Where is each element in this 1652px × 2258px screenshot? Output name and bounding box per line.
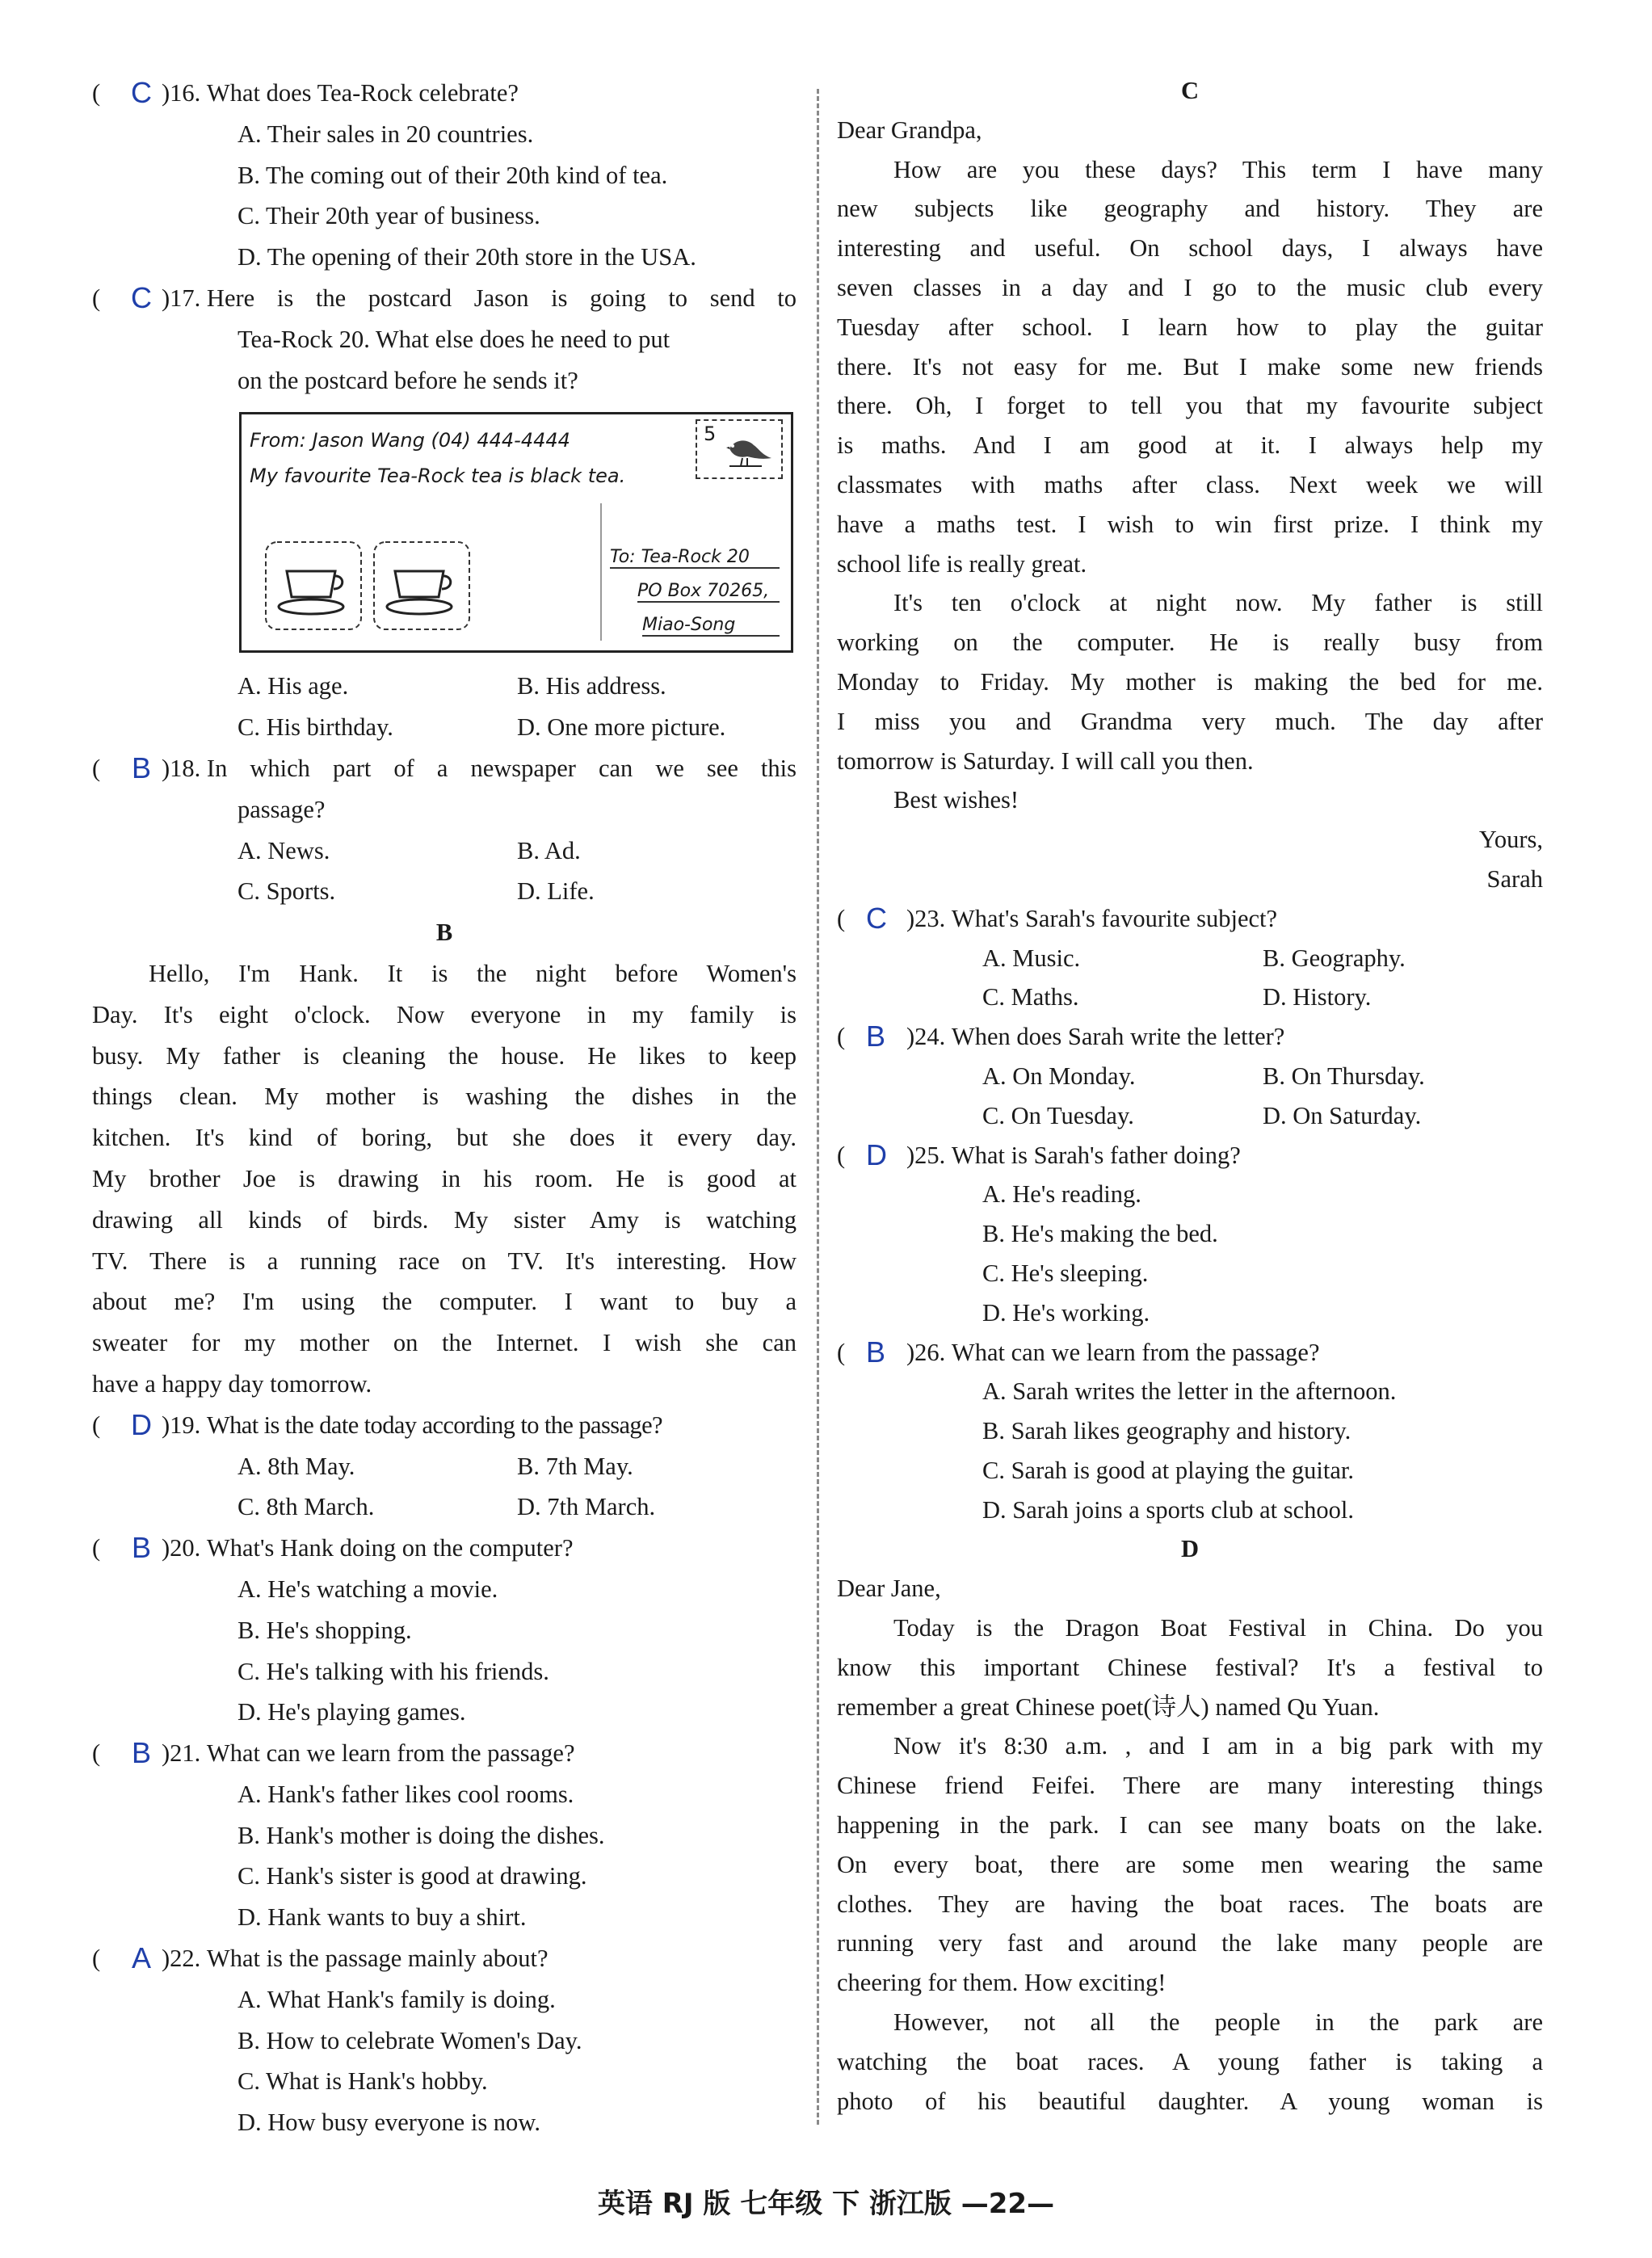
option: D. Sarah joins a sports club at school. (982, 1495, 1354, 1524)
question-text: What can we learn from the passage? (951, 1338, 1320, 1366)
option: B. Geography. (1263, 944, 1406, 972)
option: A. Hank's father likes cool rooms. (238, 1780, 574, 1808)
passage-line: clothes. They are having the boat races. The boats are (837, 1890, 1543, 1918)
passage-line: Hello, I'm Hank. It is the night before Women's (149, 959, 797, 987)
question-17: ( C )17. Here is the postcard Jason is going to send to (92, 278, 797, 319)
option: B. Hank's mother is doing the dishes. (238, 1821, 605, 1849)
option: D. The opening of their 20th store in the USA. (238, 243, 696, 271)
option: B. His address. (517, 672, 666, 700)
passage-line: kitchen. It's kind of boring, but she does it every day. (92, 1124, 797, 1152)
passage-line: Today is the Dragon Boat Festival in China. Do you (893, 1614, 1543, 1642)
option: D. He's working. (982, 1298, 1150, 1327)
passage-line: seven classes in a day and I go to the music club every (837, 273, 1543, 301)
stamp (696, 419, 783, 479)
option: C. Maths. (982, 983, 1079, 1011)
passage-line: watching the boat races. A young father is taking a (837, 2047, 1543, 2075)
passage-line: interesting and useful. On school days, I always have (837, 234, 1543, 263)
letter-signature: Sarah (1486, 864, 1543, 893)
question-text: What is the passage mainly about? (206, 1945, 549, 1973)
option: C. His birthday. (238, 713, 393, 742)
passage-line: there. Oh, I forget to tell you that my favourite subject (837, 392, 1543, 420)
passage-line: How are you these days? This term I have many (893, 155, 1543, 183)
option: A. Music. (982, 944, 1081, 972)
option: A. His age. (238, 672, 349, 700)
passage-line: However, not all the people in the park are (893, 2008, 1543, 2037)
option: B. Ad. (517, 836, 581, 864)
option-row (837, 1096, 1543, 1136)
bird-icon (697, 421, 778, 474)
passage-line: Tuesday after school. I learn how to play the guitar (837, 313, 1543, 341)
option: D. 7th March. (517, 1493, 656, 1521)
passage-line: running very fast and around the lake many people are (837, 1929, 1543, 1957)
question-text: What does Tea-Rock celebrate? (206, 79, 519, 107)
passage-line: there. It's not easy for me. But I make some new friends (837, 352, 1543, 381)
passage-line: classmates with maths after class. Next week we will (837, 470, 1543, 498)
option: C. Hank's sister is good at drawing. (238, 1862, 587, 1890)
option-row (92, 830, 797, 872)
answer-26: B (866, 1335, 886, 1369)
question-text: What is Sarah's father doing? (951, 1141, 1241, 1169)
letter-greeting: Dear Grandpa, (837, 116, 982, 144)
question-text: on the postcard before he sends it? (238, 366, 578, 394)
question-20: ( B )20. What's Hank doing on the computer? (92, 1528, 797, 1569)
option: B. How to celebrate Women's Day. (238, 2026, 582, 2054)
passage-line: working on the computer. He is really busy from (837, 629, 1543, 657)
option: C. He's talking with his friends. (238, 1657, 549, 1685)
page-footer: 英语 RJ 版 七年级 下 浙江版 —22— (597, 2188, 1055, 2220)
option-row (837, 1057, 1543, 1096)
section-heading-b: B (435, 919, 453, 947)
question-text: What's Hank doing on the computer? (206, 1534, 574, 1562)
passage-line: My brother Joe is drawing in his room. He is good at (92, 1164, 797, 1192)
answer-22: A (131, 1941, 151, 1975)
passage-line: On every boat, there are some men wearing the same (837, 1850, 1543, 1878)
question-18: ( B )18. In which part of a newspaper can we see this (92, 748, 797, 789)
option-row (92, 1486, 797, 1528)
option: A. 8th May. (238, 1452, 355, 1480)
tea-cup-icon (263, 539, 368, 636)
option: A. Their sales in 20 countries. (238, 120, 534, 148)
passage-line: remember a great Chinese poet(诗人) named Qu Yuan. (837, 1692, 1380, 1721)
passage-line: Chinese friend Feifei. There are many interesting things (837, 1772, 1543, 1800)
option: A. He's watching a movie. (238, 1575, 498, 1603)
option: D. Life. (517, 877, 595, 906)
passage-line: Day. It's eight o'clock. Now everyone in my family is (92, 1000, 797, 1028)
answer-21: B (131, 1736, 151, 1770)
passage-line: tomorrow is Saturday. I will call you then. (837, 746, 1254, 775)
passage-line: busy. My father is cleaning the house. He likes to keep (92, 1041, 797, 1070)
answer-16: C (131, 76, 152, 109)
passage-line: about me? I'm using the computer. I want to buy a (92, 1288, 797, 1316)
stamp-value: 5 (704, 423, 717, 446)
question-26: ( B )26. What can we learn from the passage? (837, 1333, 1543, 1373)
passage-line: know this important Chinese festival? It's a festival to (837, 1653, 1543, 1681)
question-16: ( C )16. What does Tea-Rock celebrate? (92, 73, 797, 114)
option: A. Sarah writes the letter in the afternoon. (982, 1377, 1397, 1406)
option: A. He's reading. (982, 1180, 1141, 1209)
left-column (92, 73, 797, 2143)
answer-23: C (866, 901, 887, 935)
option: C. On Tuesday. (982, 1101, 1134, 1129)
option: C. Sarah is good at playing the guitar. (982, 1456, 1354, 1484)
question-text: When does Sarah write the letter? (951, 1023, 1285, 1051)
option: C. Their 20th year of business. (238, 202, 540, 230)
passage-line: It's ten o'clock at night now. My father is still (893, 589, 1543, 617)
question-text: What can we learn from the passage? (206, 1739, 575, 1768)
postcard-message: My favourite Tea-Rock tea is black tea. (250, 465, 626, 488)
answer-17: C (131, 280, 152, 314)
option: D. He's playing games. (238, 1698, 466, 1726)
option: C. 8th March. (238, 1493, 375, 1521)
passage-line: drawing all kinds of birds. My sister Amy is watching (92, 1205, 797, 1234)
postcard-divider (600, 503, 602, 641)
option: A. On Monday. (982, 1062, 1136, 1090)
passage-line: new subjects like geography and history. They are (837, 195, 1543, 223)
option: B. The coming out of their 20th kind of tea. (238, 161, 668, 189)
question-22: ( A )22. What is the passage mainly about? (92, 1938, 797, 1979)
question-25: ( D )25. What is Sarah's father doing? (837, 1136, 1543, 1175)
option: C. Sports. (238, 877, 336, 906)
section-heading-d: D (1180, 1535, 1200, 1563)
question-21: ( B )21. What can we learn from the passage? (92, 1733, 797, 1774)
question-23: ( C )23. What's Sarah's favourite subject? (837, 899, 1543, 939)
letter-closing: Yours, (1478, 826, 1543, 854)
option: A. What Hank's family is doing. (238, 1985, 556, 2013)
option: D. On Saturday. (1263, 1101, 1422, 1129)
postcard-to-line: To: Tea-Rock 20 (610, 547, 780, 569)
option: D. Hank wants to buy a shirt. (238, 1903, 527, 1932)
question-text: What is the date today according to the passage? (206, 1411, 662, 1439)
option: A. News. (238, 836, 330, 864)
passage-line: school life is really great. (837, 549, 1087, 578)
postcard-to-line: PO Box 70265, (637, 581, 780, 603)
passage-line: have a maths test. I wish to win first prize. I think my (837, 510, 1543, 538)
option-row (92, 1446, 797, 1487)
question-text: Here is the postcard Jason is going to send to (206, 284, 797, 312)
passage-line: things clean. My mother is washing the dishes in the (92, 1083, 797, 1111)
passage-b (92, 953, 797, 1405)
postcard-image (239, 412, 793, 653)
passage-line: is maths. And I am good at it. I always help my (837, 431, 1543, 460)
option-row (837, 939, 1543, 978)
option: C. He's sleeping. (982, 1259, 1149, 1287)
postcard-to-line: Miao-Song (642, 615, 780, 637)
passage-line: sweater for my mother on the Internet. I wish she can (92, 1329, 797, 1357)
tea-cup-icon (371, 539, 476, 636)
right-column (837, 71, 1543, 2121)
option-row (92, 707, 797, 748)
question-text: In which part of a newspaper can we see this (206, 754, 797, 782)
option: B. He's shopping. (238, 1616, 412, 1644)
answer-25: D (866, 1137, 887, 1171)
question-24: ( B )24. When does Sarah write the letter? (837, 1017, 1543, 1057)
column-divider (817, 89, 819, 2125)
answer-18: B (131, 751, 151, 784)
option: B. 7th May. (517, 1452, 633, 1480)
option-row (92, 666, 797, 707)
option: D. History. (1263, 983, 1372, 1011)
passage-line: happening in the park. I can see many boats on the lake. (837, 1811, 1543, 1840)
option-row (837, 978, 1543, 1017)
option: C. What is Hank's hobby. (238, 2067, 488, 2096)
answer-20: B (131, 1531, 151, 1565)
letter-greeting: Dear Jane, (837, 1575, 941, 1603)
passage-line: Now it's 8:30 a.m. , and I am in a big park with my (893, 1732, 1543, 1760)
passage-line: I miss you and Grandma very much. The day after (837, 707, 1543, 735)
question-text: passage? (238, 795, 326, 823)
passage-line: have a happy day tomorrow. (92, 1369, 372, 1398)
passage-line: photo of his beautiful daughter. A young woman is (837, 2087, 1543, 2115)
section-heading-c: C (1180, 77, 1200, 104)
option: D. One more picture. (517, 713, 726, 742)
question-text: What's Sarah's favourite subject? (951, 904, 1278, 932)
passage-line: Monday to Friday. My mother is making the bed for me. (837, 667, 1543, 696)
postcard-from: From: Jason Wang (04) 444-4444 (250, 429, 570, 452)
passage-line: cheering for them. How exciting! (837, 1969, 1166, 1997)
question-text: Tea-Rock 20. What else does he need to put (238, 325, 670, 353)
option: B. Sarah likes geography and history. (982, 1417, 1351, 1445)
passage-line: Best wishes! (893, 786, 1019, 814)
question-19: ( D )19. What is the date today according to the passage? (92, 1405, 797, 1446)
answer-19: D (131, 1407, 152, 1441)
passage-line: TV. There is a running race on TV. It's interesting. How (92, 1247, 797, 1275)
option: B. On Thursday. (1263, 1062, 1425, 1090)
option: B. He's making the bed. (982, 1220, 1218, 1248)
option: D. How busy everyone is now. (238, 2109, 540, 2137)
answer-24: B (866, 1020, 886, 1053)
option-row (92, 871, 797, 912)
